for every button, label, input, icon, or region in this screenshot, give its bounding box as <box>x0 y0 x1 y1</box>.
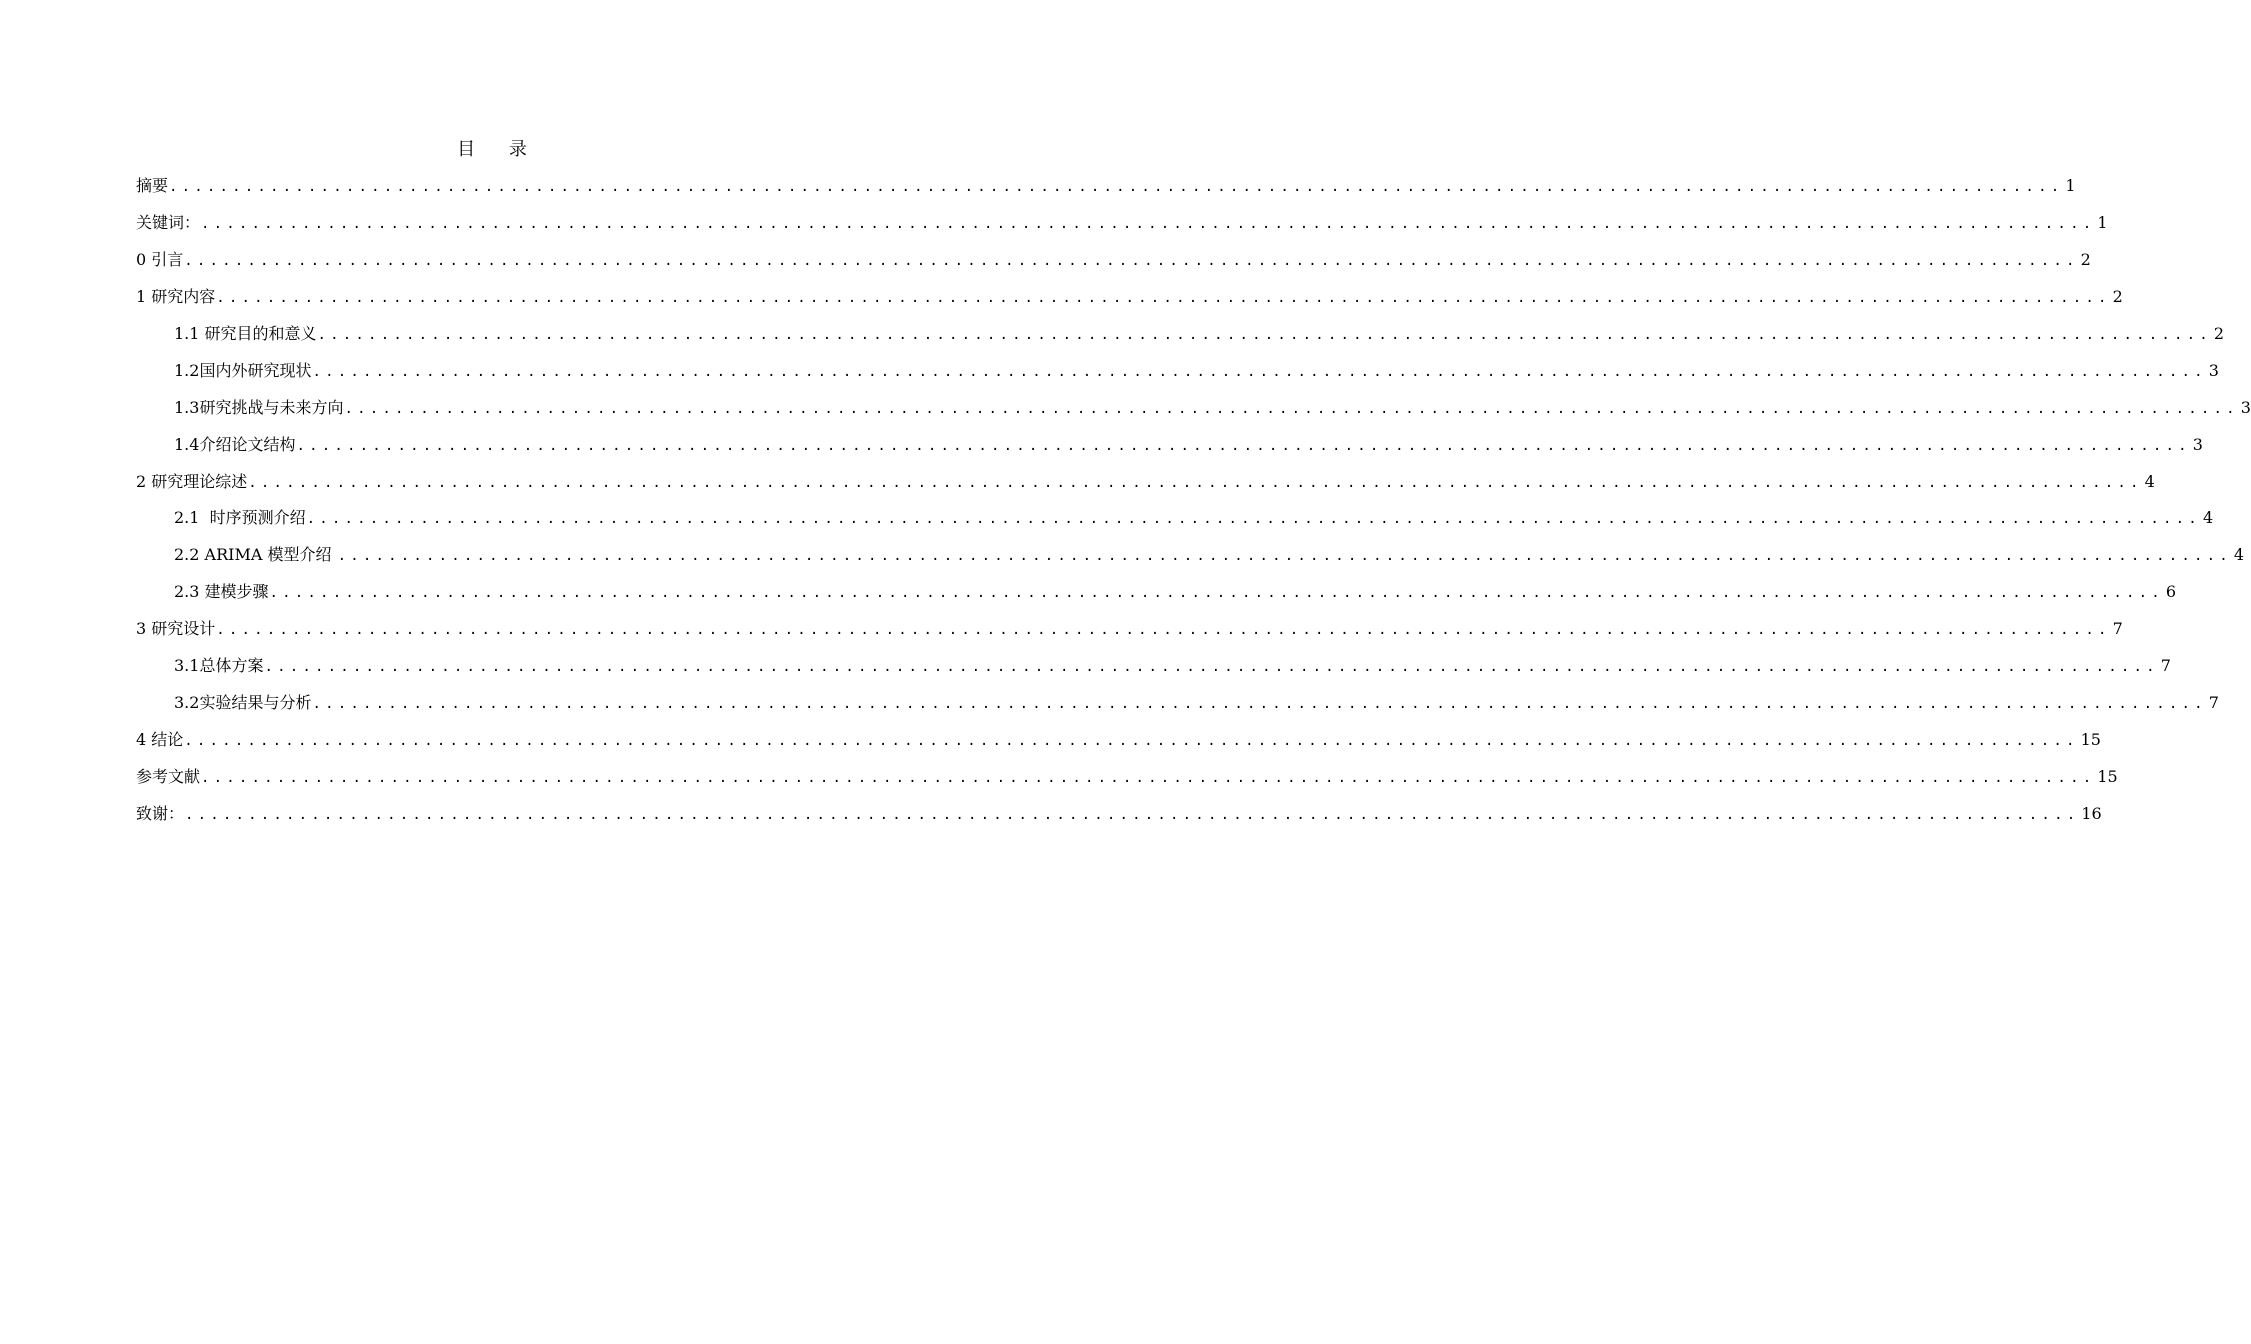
toc-entry-label: 2 研究理论综述 <box>136 471 248 491</box>
toc-dot-leader: ...................................................................................................................................................... <box>216 622 2111 639</box>
toc-entry-3-2[interactable] <box>136 691 2219 728</box>
toc-entry-page: 2 <box>2213 323 2225 343</box>
toc-entry-label: 1.4介绍论文结构 <box>174 434 296 454</box>
toc-entry-page: 3 <box>2240 397 2251 417</box>
toc-entry-label: 参考文献 <box>136 767 201 786</box>
toc-entry-3-1[interactable] <box>136 654 2171 691</box>
toc-entry-keywords[interactable] <box>136 211 2108 248</box>
toc-entry-label: 摘要 <box>136 176 169 195</box>
toc-dot-leader: ...................................................................................................................................................... <box>216 289 2111 306</box>
toc-entry-page: 6 <box>2165 582 2177 602</box>
toc-entry-1-4[interactable] <box>136 433 2203 470</box>
toc-entry-label: 1.2国内外研究现状 <box>174 360 312 380</box>
toc-dot-leader: ...................................................................................................................................................... <box>296 437 2191 454</box>
toc-dot-leader: ...................................................................................................................................................... <box>337 548 2232 565</box>
toc-entry-label: 3.1总体方案 <box>174 656 264 676</box>
toc-dot-leader: ...................................................................................................................................................... <box>201 215 2096 232</box>
toc-dot-leader: ...................................................................................................................................................... <box>169 179 2064 195</box>
toc-entry-label: 1 研究内容 <box>136 286 216 306</box>
toc-entry-research-design[interactable] <box>136 617 2123 654</box>
toc-entry-label: 2.1 时序预测介绍 <box>174 508 306 528</box>
toc-entry-page: 1 <box>2065 176 2076 195</box>
toc-entry-label: 1.1 研究目的和意义 <box>174 323 317 343</box>
toc-entry-page: 4 <box>2233 545 2245 565</box>
toc-entry-page: 2 <box>2080 249 2091 269</box>
toc-entry-page: 15 <box>2080 730 2101 750</box>
toc-entry-page: 7 <box>2160 656 2171 676</box>
toc-entry-introduction[interactable] <box>136 248 2091 285</box>
toc-entry-theory-review[interactable] <box>136 470 2155 507</box>
toc-entry-conclusion[interactable] <box>136 728 2101 765</box>
toc-dot-leader: ...................................................................................................................................................... <box>184 252 2079 269</box>
toc-entry-label: 1.3研究挑战与未来方向 <box>174 397 344 417</box>
toc-dot-leader: ...................................................................................................................................................... <box>269 585 2164 602</box>
toc-entry-1-2[interactable] <box>136 359 2219 396</box>
toc-entry-page: 3 <box>2208 360 2219 380</box>
toc-dot-leader: ...................................................................................................................................................... <box>248 474 2143 491</box>
toc-entry-page: 7 <box>2208 693 2219 713</box>
toc-entry-label: 关键词： <box>136 212 201 232</box>
toc-entry-label: 致谢： <box>136 803 185 823</box>
toc-entry-label: 2.3 建模步骤 <box>174 582 269 602</box>
toc-dot-leader: ...................................................................................................................................................... <box>312 363 2207 380</box>
toc-dot-leader: ...................................................................................................................................................... <box>201 770 2096 786</box>
toc-dot-leader: ...................................................................................................................................................... <box>306 511 2201 528</box>
toc-entry-page: 2 <box>2112 286 2123 306</box>
toc-entry-1-1[interactable] <box>136 322 2225 359</box>
toc-dot-leader: ...................................................................................................................................................... <box>312 696 2207 713</box>
toc-entry-label: 3 研究设计 <box>136 619 216 639</box>
toc-entry-label: 2.2 ARIMA 模型介绍 <box>174 545 337 565</box>
toc-entry-1-3[interactable] <box>136 396 2251 433</box>
toc-entry-page: 1 <box>2097 212 2108 232</box>
toc-dot-leader: ...................................................................................................................................................... <box>264 659 2159 676</box>
toc-entry-page: 4 <box>2202 508 2214 528</box>
toc-entry-references[interactable] <box>136 765 2118 802</box>
toc-list <box>136 174 2251 839</box>
toc-entry-page: 3 <box>2192 434 2203 454</box>
toc-entry-label: 3.2实验结果与分析 <box>174 693 312 713</box>
toc-entry-acknowledgements[interactable] <box>136 802 2102 839</box>
toc-entry-label: 4 结论 <box>136 730 184 750</box>
toc-entry-page: 16 <box>2081 803 2102 823</box>
toc-entry-2-2[interactable] <box>136 543 2245 580</box>
toc-dot-leader: ...................................................................................................................................................... <box>344 400 2239 417</box>
toc-dot-leader: ...................................................................................................................................................... <box>317 326 2212 343</box>
toc-entry-page: 4 <box>2144 471 2155 491</box>
toc-title: 目 录 <box>457 139 541 160</box>
toc-entry-label: 0 引言 <box>136 249 184 269</box>
toc-dot-leader: ...................................................................................................................................................... <box>184 733 2079 750</box>
toc-entry-research-content[interactable] <box>136 285 2123 322</box>
toc-entry-page: 15 <box>2097 767 2118 786</box>
toc-entry-2-1[interactable] <box>136 506 2214 543</box>
toc-entry-page: 7 <box>2112 619 2123 639</box>
toc-dot-leader: ...................................................................................................................................................... <box>185 806 2080 823</box>
toc-entry-abstract[interactable] <box>136 174 2076 211</box>
toc-entry-2-3[interactable] <box>136 580 2177 617</box>
